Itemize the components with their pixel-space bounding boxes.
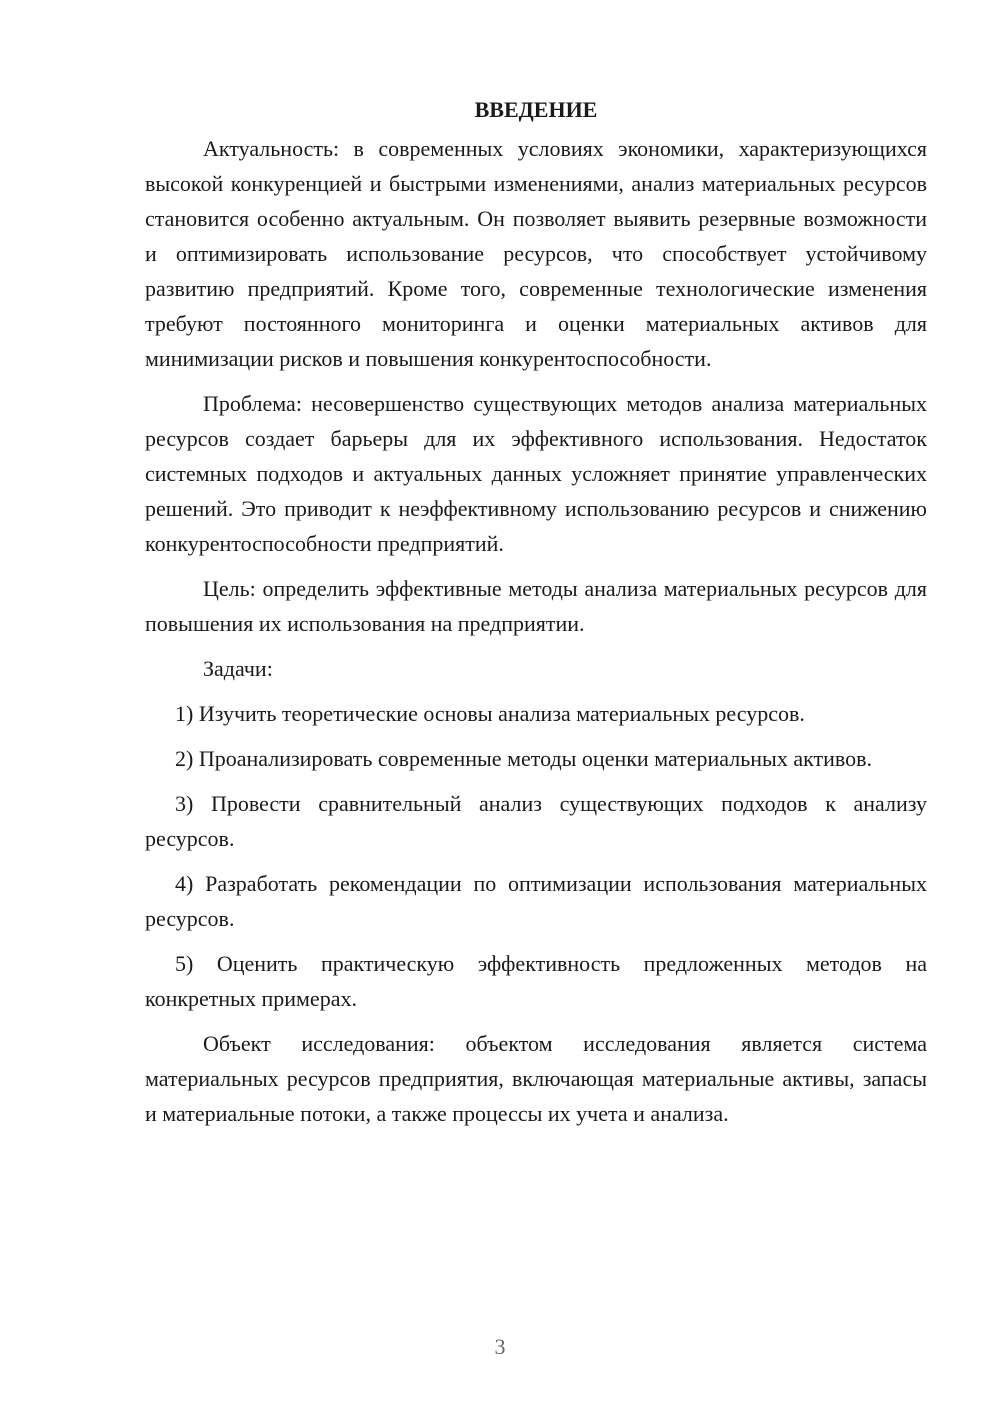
document-page [145,95,927,1141]
object-paragraph: Объект исследования: объектом исследования является система материальных ресурсов предприятия, включающая материальные активы, запасы и материальные потоки, а также процессы их учета и анализа. [145,1031,927,1126]
goal-paragraph: Цель: определить эффективные методы анализа материальных ресурсов для повышения их использования на предприятии. [145,576,927,636]
tasks-label: Задачи: [203,656,273,681]
relevance-paragraph: Актуальность: в современных условиях экономики, характеризующихся высокой конкуренцией и быстрыми изменениями, анализ материальных ресурсов становится особенно актуальным. Он позволяет выявить резервные возможности и оптимизировать использование ресурсов, что способствует устойчивому развитию предприятий. Кроме того, современные технологические изменения требуют постоянного мониторинга и оценки материальных активов для минимизации рисков и повышения конкурентоспособности. [145,136,927,371]
page-number: 3 [494,1334,506,1359]
task-item-5: 5) Оценить практическую эффективность предложенных методов на конкретных примерах. [145,951,927,1011]
task-item-3: 3) Провести сравнительный анализ существующих подходов к анализу ресурсов. [145,791,927,851]
task-item-4: 4) Разработать рекомендации по оптимизации использования материальных ресурсов. [145,871,927,931]
task-item-1: 1) Изучить теоретические основы анализа материальных ресурсов. [175,701,805,726]
task-item-2: 2) Проанализировать современные методы оценки материальных активов. [175,746,873,771]
section-heading: ВВЕДЕНИЕ [474,97,598,122]
problem-paragraph: Проблема: несовершенство существующих методов анализа материальных ресурсов создает барьеры для их эффективного использования. Недостаток системных подходов и актуальных данных усложняет принятие управленческих решений. Это приводит к неэффективному использованию ресурсов и снижению конкурентоспособности предприятий. [145,391,927,556]
